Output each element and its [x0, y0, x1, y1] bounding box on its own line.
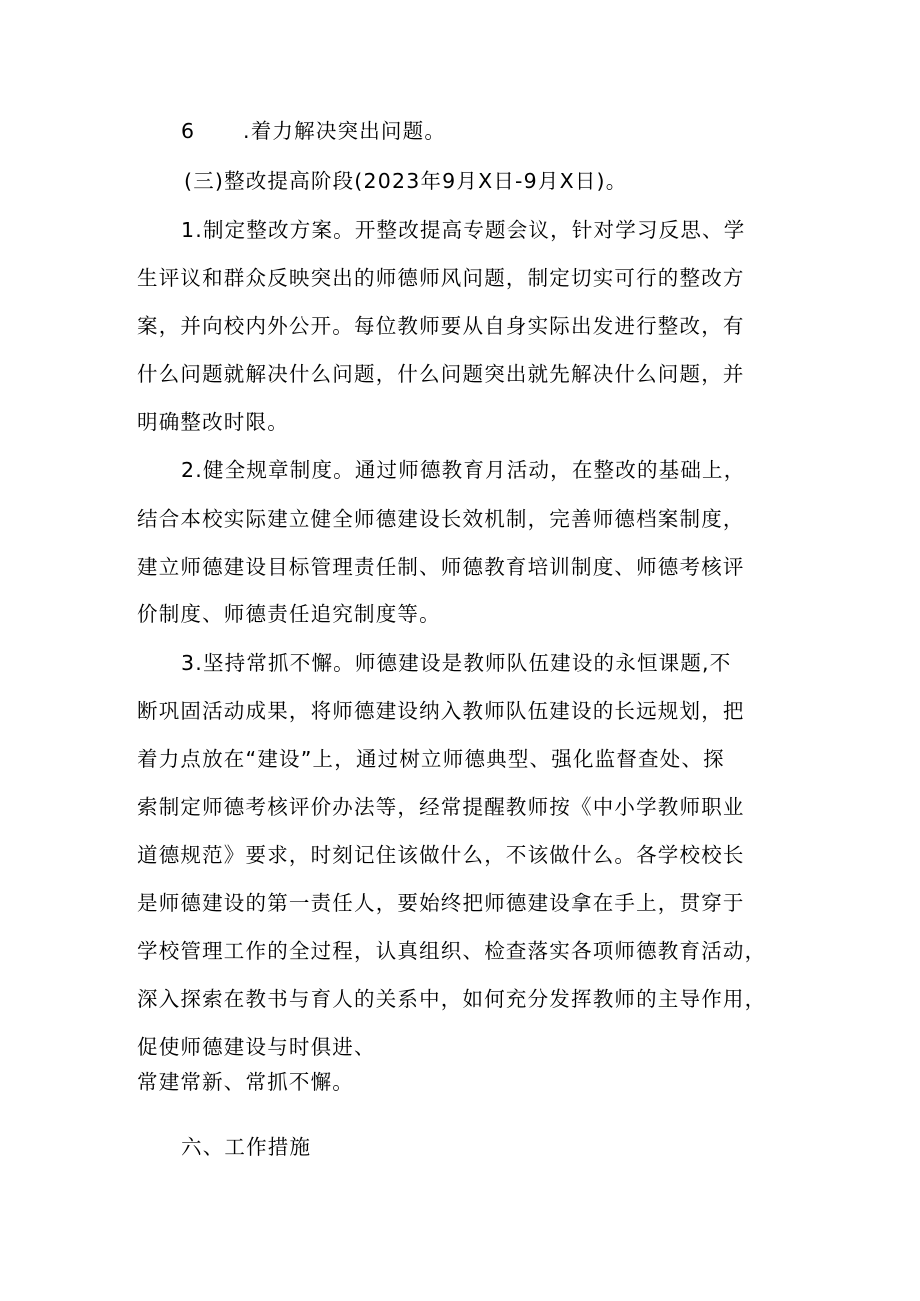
section-heading: (三)整改提高阶段(2023年9月X日-9月X日)。	[184, 169, 628, 193]
paragraph-line: 是师德建设的第一责任人，要始终把师德建设拿在手上，贯穿于	[137, 891, 745, 915]
paragraph-line: 1.制定整改方案。开整改提高专题会议，针对学习反思、学	[181, 218, 746, 242]
paragraph-line: 道德规范》要求，时刻记住该做什么，不该做什么。各学校校长	[137, 843, 745, 867]
paragraph-line: 3.坚持常抓不懈。师德建设是教师队伍建设的永恒课题,不	[181, 651, 732, 675]
paragraph-line: 价制度、师德责任追究制度等。	[137, 602, 441, 626]
item-text: .着力解决突出问题。	[243, 119, 447, 143]
paragraph-line: 索制定师德考核评价办法等，经常提醒教师按《中小学教师职业	[137, 795, 745, 819]
paragraph-line: 深入探索在教书与育人的关系中，如何充分发挥教师的主导作用，	[137, 987, 767, 1011]
paragraph-line: 生评议和群众反映突出的师德师风问题，制定切实可行的整改方	[137, 266, 745, 290]
paragraph-line: 2.健全规章制度。通过师德教育月活动，在整改的基础上，	[181, 458, 746, 482]
paragraph-line: 常建常新、常抓不懈。	[137, 1070, 354, 1094]
paragraph-line: 明确整改时限。	[137, 410, 289, 434]
paragraph-line: 促使师德建设与时俱进、	[137, 1035, 376, 1059]
paragraph-line: 断巩固活动成果，将师德建设纳入教师队伍建设的长远规划，把	[137, 699, 745, 723]
section-heading: 六、工作措施	[181, 1135, 312, 1159]
item-number: 6	[181, 119, 196, 143]
paragraph-line: 建立师德建设目标管理责任制、师德教育培训制度、师德考核评	[137, 555, 745, 579]
paragraph-line: 学校管理工作的全过程，认真组织、检查落实各项师德教育活动，	[137, 939, 767, 963]
paragraph-line: 着力点放在“建设”上，通过树立师德典型、强化监督查处、探	[137, 747, 725, 771]
paragraph-line: 案，并向校内外公开。每位教师要从自身实际出发进行整改，有	[137, 314, 745, 338]
paragraph-line: 结合本校实际建立健全师德建设长效机制，完善师德档案制度，	[137, 507, 745, 531]
paragraph-line: 什么问题就解决什么问题，什么问题突出就先解决什么问题，并	[137, 362, 745, 386]
